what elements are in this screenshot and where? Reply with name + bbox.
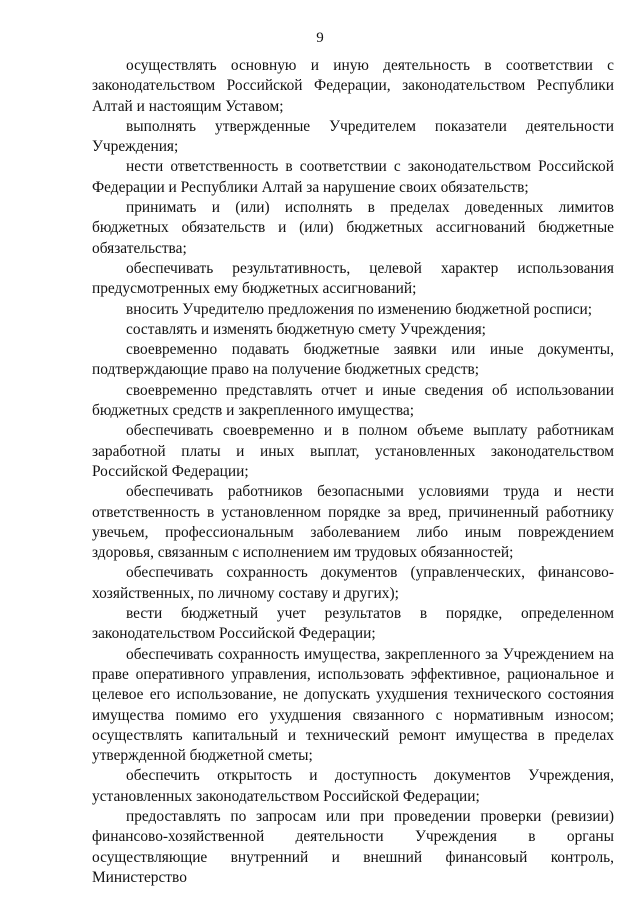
paragraph: предоставлять по запросам или при проведении проверки (ревизии) финансово-хозяйственной деятельности Учреждения в органы осуществляющие внутренний и внешний финансовый контроль, Министерство [92,807,614,886]
paragraph: осуществлять основную и иную деятельность в соответствии с законодательством Российской Федерации, законодательством Республики Алтай и настоящим Уставом; [92,57,614,115]
paragraph: обеспечить открытость и доступность документов Учреждения, установленных законодательством Российской Федерации; [92,767,614,805]
paragraph: выполнять утвержденные Учредителем показатели деятельности Учреждения; [92,117,614,156]
paragraph: своевременно подавать бюджетные заявки или иные документы, подтверждающие право на получение бюджетных средств; [92,341,614,379]
paragraph: обеспечивать сохранность документов (управленческих, финансово-хозяйственных, по личному составу и других); [92,564,614,602]
paragraph: принимать и (или) исполнять в пределах доведенных лимитов бюджетных обязательств и (или) бюджетных ассигнований бюджетные обязательства; [92,199,614,257]
paragraph: нести ответственность в соответствии с законодательством Российской Федерации и Республики Алтай за нарушение своих обязательств; [92,158,614,196]
paragraph: своевременно представлять отчет и иные сведения об использовании бюджетных средств и закрепленного имущества; [92,381,614,420]
paragraph: обеспечивать своевременно и в полном объеме выплату работникам заработной платы и иных выплат, установленных законодательством Российской Федерации; [92,422,614,480]
page-number: 9 [316,30,324,46]
paragraph: обеспечивать сохранность имущества, закрепленного за Учреждением на праве оперативного управления, использовать эффективное, рациональное и целевое его использование, не допускать ухудшения технического состояния имущества помимо его ухудшения связанного с нормативным износом; осуществлять капитальный и технический ремонт имущества в пределах утвержденной бюджетной сметы; [92,645,614,765]
paragraph: вносить Учредителю предложения по изменению бюджетной росписи; [126,300,593,318]
paragraph: составлять и изменять бюджетную смету Учреждения; [126,320,486,338]
paragraph: обеспечивать работников безопасными условиями труда и нести ответственность в установленном порядке за вред, причиненный работнику увечьем, профессиональным заболеванием либо иным повреждением здоровья, связанным с исполнением им трудовых обязанностей; [92,483,614,562]
document-body [92,56,614,888]
paragraph: обеспечивать результативность, целевой характер использования предусмотренных ему бюджетных ассигнований; [92,259,614,298]
paragraph: вести бюджетный учет результатов в порядке, определенном законодательством Российской Федерации; [92,605,614,643]
